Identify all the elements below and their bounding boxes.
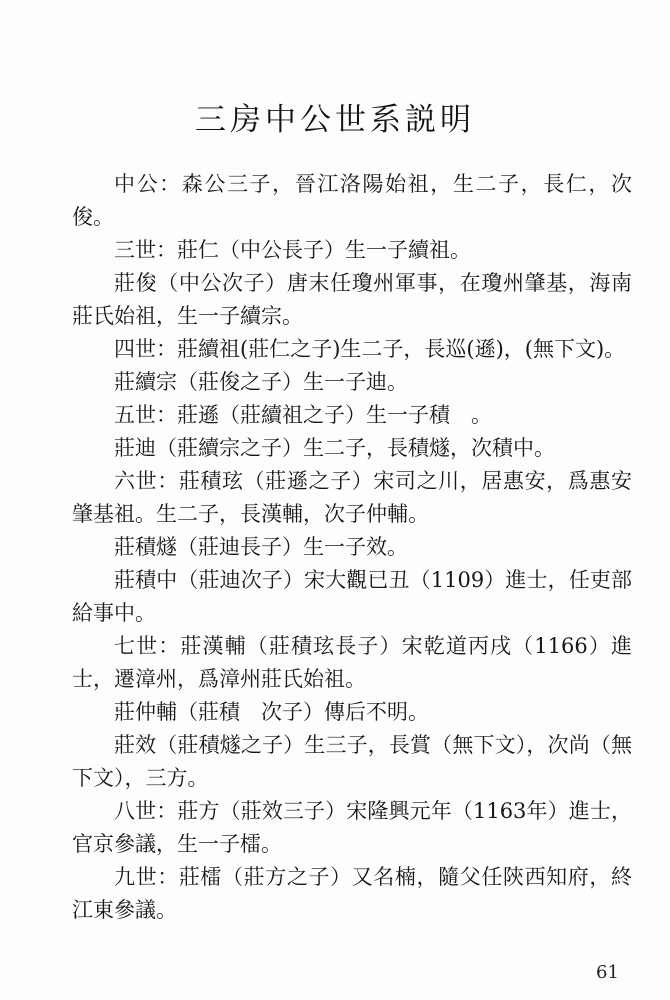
paragraph: 莊續宗（莊俊之子）生一子迪。 (114, 370, 408, 394)
paragraph: 莊迪（莊續宗之子）生二子，長積燧，次積中。 (114, 436, 555, 460)
paragraph: 八世：莊方（莊效三子）宋隆興元年（1163年）進士，官京參議，生一子檑。 (72, 799, 632, 856)
paragraph: 四世：莊續祖(莊仁之子)生二子，長巡(遜)，(無下文)。 (114, 337, 626, 361)
paragraph: 九世：莊檑（莊方之子）又名楠，隨父任陝西知府，終江東參議。 (72, 865, 632, 922)
page-title: 三房中公世系説明 (195, 102, 475, 138)
paragraph: 五世：莊遜（莊續祖之子）生一子積 。 (114, 403, 492, 427)
paragraph: 莊效（莊積燧之子）生三子，長賞（無下文），次尚（無下文），三方。 (72, 733, 632, 790)
paragraph: 七世：莊漢輔（莊積玹長子）宋乾道丙戌（1166）進士，遷漳州，爲漳州莊氏始祖。 (72, 634, 632, 691)
paragraph: 莊積燧（莊迪長子）生一子效。 (114, 535, 408, 559)
page-number: 61 (596, 962, 619, 983)
genealogy-text (72, 168, 632, 927)
paragraph: 三世：莊仁（中公長子）生一子續祖。 (114, 238, 471, 262)
paragraph: 莊積中（莊迪次子）宋大觀已丑（1109）進士，任吏部給事中。 (72, 568, 632, 625)
paragraph: 六世：莊積玹（莊遜之子）宋司之川，居惠安，爲惠安肇基祖。生二子，長漢輔，次子仲輔。 (72, 469, 632, 526)
paragraph: 莊俊（中公次子）唐末任瓊州軍事，在瓊州肇基，海南莊氏始祖，生一子續宗。 (72, 271, 632, 328)
paragraph: 莊仲輔（莊積 次子）傳后不明。 (114, 700, 429, 724)
paragraph: 中公：森公三子，晉江洛陽始祖，生二子，長仁，次俊。 (72, 172, 632, 229)
